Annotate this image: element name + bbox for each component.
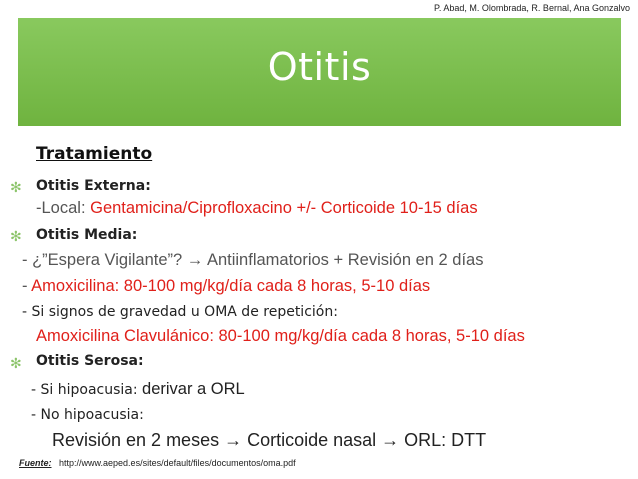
- externa-local-line: [36, 199, 478, 218]
- gravedad-line: - Si signos de gravedad u OMA de repetición:: [22, 304, 338, 320]
- local-treatment: Gentamicina/Ciprofloxacino +/- Corticoide 10-15 días: [90, 199, 478, 217]
- serosa-label: Otitis Serosa:: [36, 353, 144, 369]
- asterisk-bullet-icon: ✻: [10, 355, 22, 371]
- media-label: Otitis Media:: [36, 227, 138, 243]
- slide-title: Otitis: [267, 45, 372, 89]
- source-footnote: [19, 458, 296, 468]
- asterisk-bullet-icon: ✻: [10, 228, 22, 244]
- asterisk-bullet-icon: ✻: [10, 179, 22, 195]
- externa-label: Otitis Externa:: [36, 178, 151, 194]
- source-url[interactable]: http://www.aeped.es/sites/default/files/documentos/oma.pdf: [59, 458, 296, 468]
- amoxicilina-dose: Amoxicilina: 80-100 mg/kg/día cada 8 horas, 5-10 días: [31, 277, 431, 295]
- espera-text: ¿”Espera Vigilante”? → Antiinflamatorios + Revisión en 2 días: [32, 251, 484, 269]
- section-heading: Tratamiento: [36, 144, 153, 164]
- hipoacusia-prefix: - Si hipoacusia:: [31, 382, 143, 398]
- amox-dash: -: [22, 277, 32, 295]
- no-hipoacusia-line: - No hipoacusia:: [31, 407, 144, 423]
- authors-credit: P. Abad, M. Olombrada, R. Bernal, Ana Gonzalvo: [434, 3, 630, 13]
- source-label: Fuente:: [19, 458, 52, 468]
- local-label: -Local:: [36, 199, 91, 217]
- hipoacusia-line: [31, 380, 245, 399]
- espera-dash: -: [22, 251, 33, 269]
- amoxicilina-line: [22, 277, 430, 296]
- clavulanico-dose: Amoxicilina Clavulánico: 80-100 mg/kg/día cada 8 horas, 5-10 días: [36, 327, 525, 345]
- revision-line: Revisión en 2 meses → Corticoide nasal → ORL: DTT: [52, 430, 487, 450]
- espera-line: [22, 251, 483, 270]
- hipoacusia-action: derivar a ORL: [142, 380, 245, 398]
